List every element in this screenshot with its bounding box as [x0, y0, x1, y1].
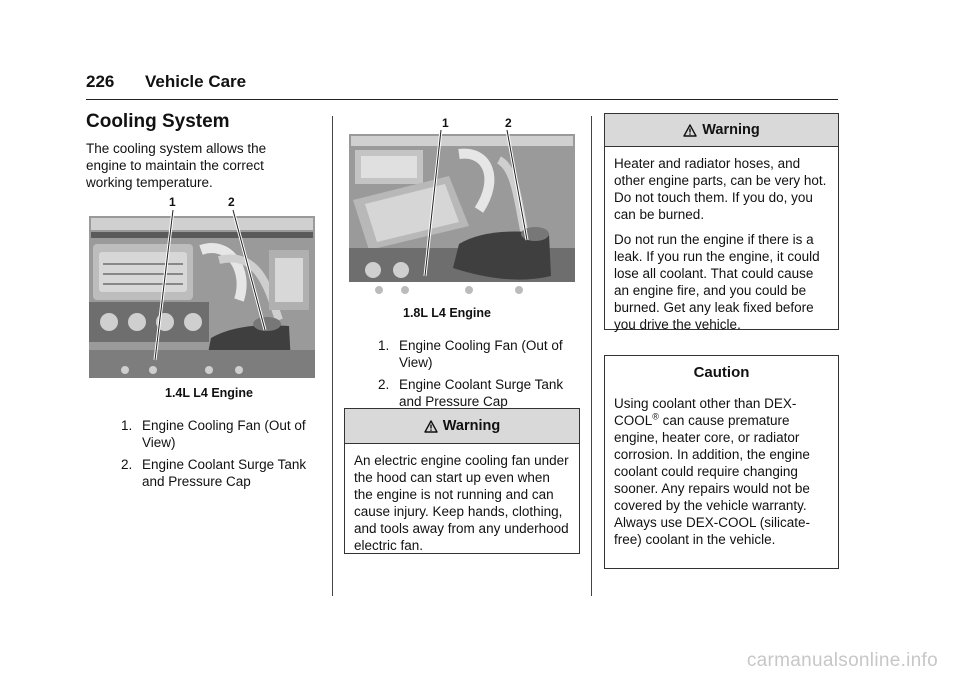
figure-2-caption: 1.8L L4 Engine — [403, 306, 491, 320]
registered-mark: ® — [652, 411, 659, 422]
legend-item-number: 1. — [121, 418, 133, 433]
warning-box-body — [605, 147, 838, 333]
page-number: 226 — [86, 72, 115, 91]
legend-item-number: 2. — [121, 457, 133, 472]
legend-item — [378, 377, 578, 410]
column-divider-1 — [332, 116, 333, 596]
warning-box-fan — [344, 408, 580, 554]
legend-item — [121, 457, 321, 490]
engine-figure-1-4l — [89, 210, 315, 378]
legend-item-text: Engine Coolant Surge Tank and Pressure Cap — [399, 377, 564, 409]
warning-box-hoses — [604, 113, 839, 330]
section-title: Cooling System — [86, 111, 230, 132]
warning-box-header — [605, 114, 838, 147]
legend-item-number: 2. — [378, 377, 390, 392]
engine-figure-1-8l — [349, 130, 575, 298]
legend-item — [378, 338, 578, 371]
figure-2-legend — [378, 338, 578, 416]
warning-paragraph: Heater and radiator hoses, and other engine parts, can be very hot. Do not touch them. If you do, you can be burned. — [614, 156, 827, 222]
section-intro: The cooling system allows the engine to maintain the correct working temperature. — [86, 141, 267, 190]
warning-icon — [424, 420, 438, 433]
figure-1-callout-1: 1 — [169, 195, 176, 209]
watermark: carmanualsonline.info — [746, 650, 938, 671]
legend-item-text: Engine Coolant Surge Tank and Pressure Cap — [142, 457, 307, 489]
legend-item-number: 1. — [378, 338, 390, 353]
caution-text-rest: can cause premature engine, heater core, or radiator corrosion. In addition, the engine coolant could require changing sooner. Any repairs would not be covered by the vehicle warranty. Always use DEX-COOL (silicate-free) coolant in the vehicle. — [614, 413, 811, 547]
engine-illustration-1-8l — [349, 130, 575, 298]
caution-box — [604, 355, 839, 569]
figure-1-caption: 1.4L L4 Engine — [165, 386, 253, 400]
warning-box-header — [345, 409, 579, 444]
header-rule — [86, 99, 838, 100]
figure-2-callout-1: 1 — [442, 116, 449, 130]
warning-paragraph: Do not run the engine if there is a leak. If you run the engine, it could lose all coolant. That could cause an engine fire, and you could be burned. Get any leak fixed before you drive the vehicle. — [614, 232, 820, 332]
legend-item — [121, 418, 321, 451]
warning-box-body — [345, 444, 579, 554]
warning-text: An electric engine cooling fan under the hood can start up even when the engine is not running and can cause injury. Keep hands, clothing, and tools away from any underhood electric fan. — [354, 453, 569, 553]
legend-item-text: Engine Cooling Fan (Out of View) — [399, 338, 563, 370]
column-1 — [86, 111, 318, 191]
caution-text — [614, 395, 829, 548]
warning-icon — [683, 124, 697, 137]
figure-1-legend — [121, 418, 321, 496]
caution-box-body — [605, 388, 838, 548]
legend-item-text: Engine Cooling Fan (Out of View) — [142, 418, 306, 450]
figure-1-callout-2: 2 — [228, 195, 235, 209]
page-header-title: Vehicle Care — [145, 72, 247, 91]
warning-heading: Warning — [702, 122, 760, 138]
caution-text-start: Using coolant other than DEX-COOL — [614, 396, 797, 428]
column-divider-2 — [591, 116, 592, 596]
figure-2-callout-2: 2 — [505, 116, 512, 130]
warning-heading: Warning — [442, 418, 501, 434]
engine-illustration-1-4l — [89, 210, 315, 378]
caution-heading: Caution — [693, 364, 750, 381]
